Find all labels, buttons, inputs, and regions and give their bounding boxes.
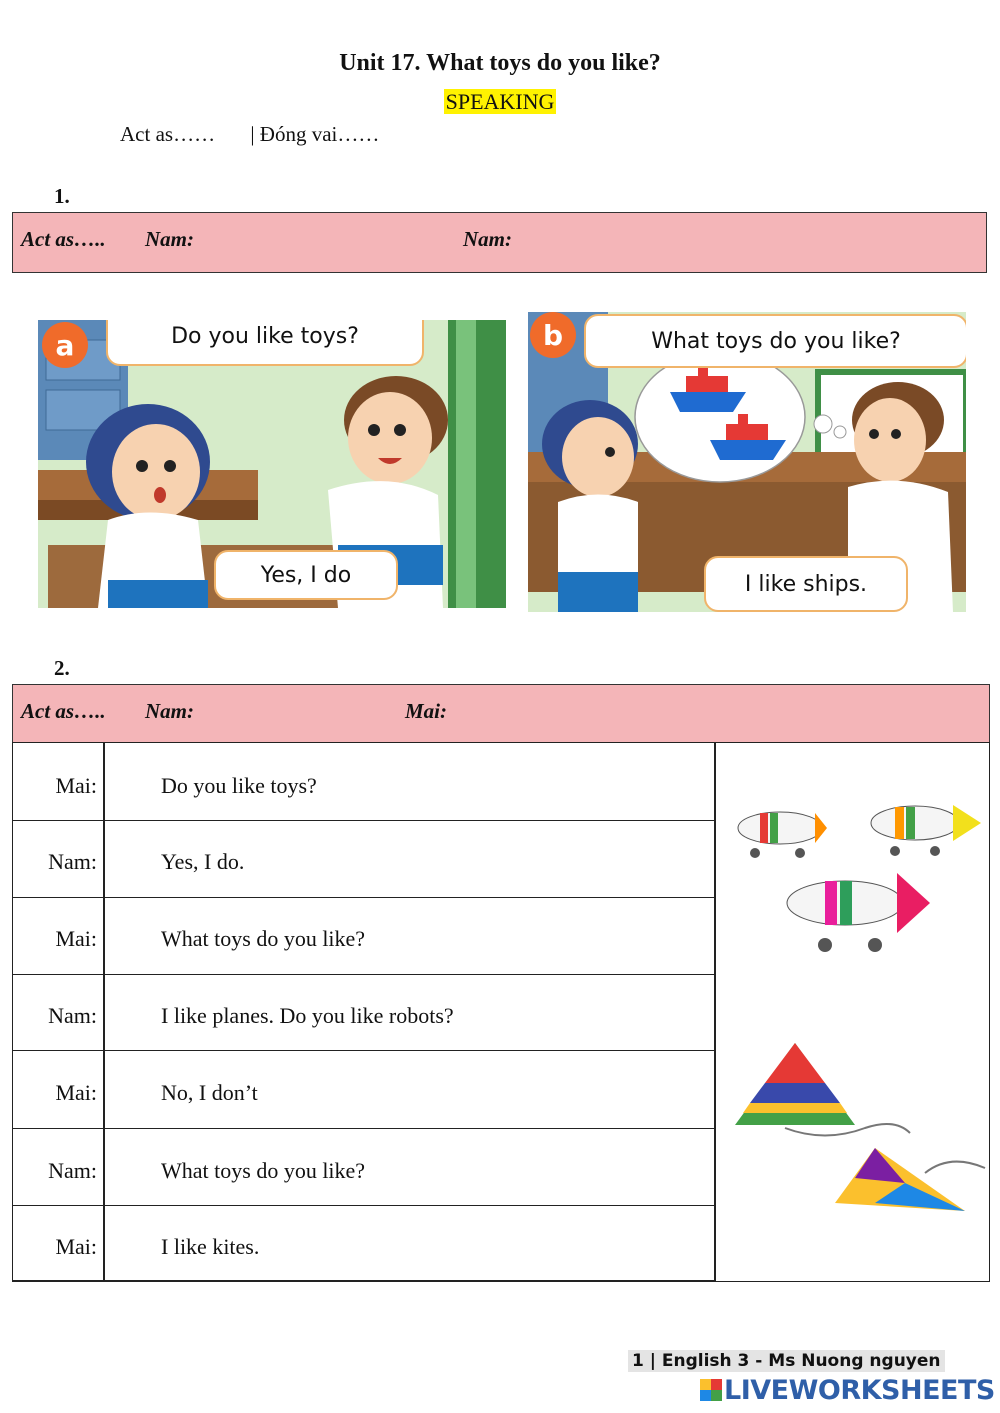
role-1-label: Nam:	[145, 227, 194, 251]
section-1-role-bar	[12, 212, 987, 273]
speaker-cell: Nam:	[48, 1003, 97, 1028]
panel-b-badge: b	[530, 312, 576, 358]
table-row	[13, 743, 715, 821]
section-1-number: 1.	[54, 184, 70, 208]
subtitle-wrap	[0, 89, 1000, 115]
column-divider	[103, 743, 105, 1281]
line-cell: I like planes. Do you like robots?	[161, 1003, 454, 1028]
speaker-cell: Nam:	[48, 849, 97, 874]
dialog-table	[12, 742, 990, 1282]
panel-a-bottom-bubble: Yes, I do	[214, 550, 398, 600]
comic-panel-a	[38, 320, 506, 608]
speaker-cell: Mai:	[55, 773, 97, 798]
column-divider	[714, 743, 716, 1281]
speaker-cell: Mai:	[55, 1234, 97, 1259]
role-2-label: Nam:	[463, 227, 512, 251]
panel-a-badge: a	[42, 322, 88, 368]
line-cell: Do you like toys?	[161, 773, 317, 798]
instruction-en: Act as……	[120, 122, 216, 146]
comic-panel-b	[528, 312, 966, 612]
table-row	[13, 1129, 715, 1206]
plane-icon	[725, 783, 989, 973]
instruction-line	[120, 122, 379, 147]
table-row	[13, 975, 715, 1051]
line-cell: What toys do you like?	[161, 1158, 366, 1183]
panel-a-top-bubble: Do you like toys?	[106, 320, 424, 366]
speaker-cell: Nam:	[48, 1158, 97, 1183]
page-title: Unit 17. What toys do you like?	[339, 50, 661, 76]
brand-logo-icon	[700, 1379, 722, 1401]
panel-b-bottom-bubble: I like ships.	[704, 556, 908, 612]
panel-b-top-bubble: What toys do you like?	[584, 314, 966, 368]
table-row	[13, 821, 715, 898]
brand-wordmark	[700, 1375, 995, 1406]
table-row	[13, 1051, 715, 1129]
table-row	[13, 898, 715, 975]
role-1-label: Nam:	[145, 699, 194, 723]
act-as-label: Act as…..	[21, 699, 106, 723]
section-2-number: 2.	[54, 656, 70, 680]
line-cell: I like kites.	[161, 1234, 260, 1259]
page-footer: 1 | English 3 - Ms Nuong nguyen	[628, 1350, 945, 1372]
line-cell: What toys do you like?	[161, 926, 366, 951]
act-as-label: Act as…..	[21, 227, 106, 251]
speaking-label: SPEAKING	[445, 89, 555, 114]
role-2-label: Mai:	[405, 699, 447, 723]
line-cell: Yes, I do.	[161, 849, 245, 874]
instruction-vi: | Đóng vai……	[250, 122, 380, 146]
table-row	[13, 1206, 715, 1281]
section-2-role-bar	[12, 684, 990, 743]
line-cell: No, I don’t	[161, 1080, 258, 1105]
kite-icon	[725, 1033, 989, 1223]
speaker-cell: Mai:	[55, 1080, 97, 1105]
brand-text: LIVEWORKSHEETS	[724, 1375, 995, 1406]
speaker-cell: Mai:	[55, 926, 97, 951]
